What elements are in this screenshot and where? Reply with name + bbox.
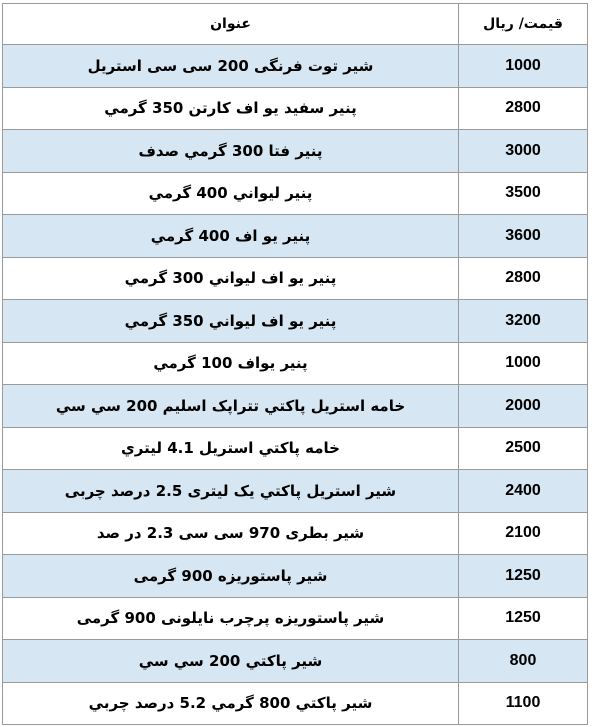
price-cell: 3200 [459, 300, 588, 343]
price-cell: 800 [459, 640, 588, 683]
title-cell: پنیر سفید یو اف کارتن 350 گرمي [3, 87, 459, 130]
title-cell: شير پاستوريزه پرچرب نايلونی 900 گرمی [3, 597, 459, 640]
price-cell: 2100 [459, 512, 588, 555]
table-header [3, 4, 588, 45]
price-cell: 1000 [459, 45, 588, 88]
table-row [3, 512, 588, 555]
title-column-header: عنوان [3, 4, 459, 45]
title-cell: پنير ليواني 400 گرمي [3, 172, 459, 215]
price-cell: 2800 [459, 257, 588, 300]
title-cell: پنير يو اف ليواني 350 گرمي [3, 300, 459, 343]
header-row [3, 4, 588, 45]
price-cell: 3600 [459, 215, 588, 258]
table-row [3, 45, 588, 88]
price-cell: 2500 [459, 427, 588, 470]
price-cell: 2400 [459, 470, 588, 513]
title-cell: شير پاكتي 800 گرمي 5.2 درصد چربي [3, 682, 459, 725]
table-row [3, 640, 588, 683]
title-cell: پنير يو اف 400 گرمي [3, 215, 459, 258]
table-row [3, 215, 588, 258]
title-cell: شير استريل پاكتي يک ليتری 2.5 درصد چربی [3, 470, 459, 513]
price-cell: 1000 [459, 342, 588, 385]
table-row [3, 682, 588, 725]
price-cell: 3500 [459, 172, 588, 215]
price-cell: 2000 [459, 385, 588, 428]
title-cell: پنير فتا 300 گرمي صدف [3, 130, 459, 173]
table-row [3, 385, 588, 428]
table-row [3, 427, 588, 470]
title-cell: شیر توت فرنگی 200 سی سی استریل [3, 45, 459, 88]
title-cell: پنير يو اف ليواني 300 گرمي [3, 257, 459, 300]
table-row [3, 470, 588, 513]
price-cell: 1250 [459, 597, 588, 640]
price-cell: 1100 [459, 682, 588, 725]
table-body [3, 45, 588, 725]
table-row [3, 257, 588, 300]
table-row [3, 172, 588, 215]
title-cell: خامه استريل پاكتي تتراپک اسليم 200 سي سي [3, 385, 459, 428]
table-row [3, 87, 588, 130]
price-cell: 1250 [459, 555, 588, 598]
title-cell: شير بطری 970 سی سی 2.3 در صد [3, 512, 459, 555]
title-cell: پنير يواف 100 گرمي [3, 342, 459, 385]
price-table [2, 3, 588, 725]
table-row [3, 130, 588, 173]
title-cell: شير پاكتي 200 سي سي [3, 640, 459, 683]
price-column-header: قیمت/ ریال [459, 4, 588, 45]
table-row [3, 597, 588, 640]
title-cell: خامه پاكتي استريل 4.1 ليتري [3, 427, 459, 470]
table-row [3, 342, 588, 385]
table-row [3, 555, 588, 598]
table-row [3, 300, 588, 343]
price-cell: 2800 [459, 87, 588, 130]
price-cell: 3000 [459, 130, 588, 173]
title-cell: شير پاستوريزه 900 گرمی [3, 555, 459, 598]
